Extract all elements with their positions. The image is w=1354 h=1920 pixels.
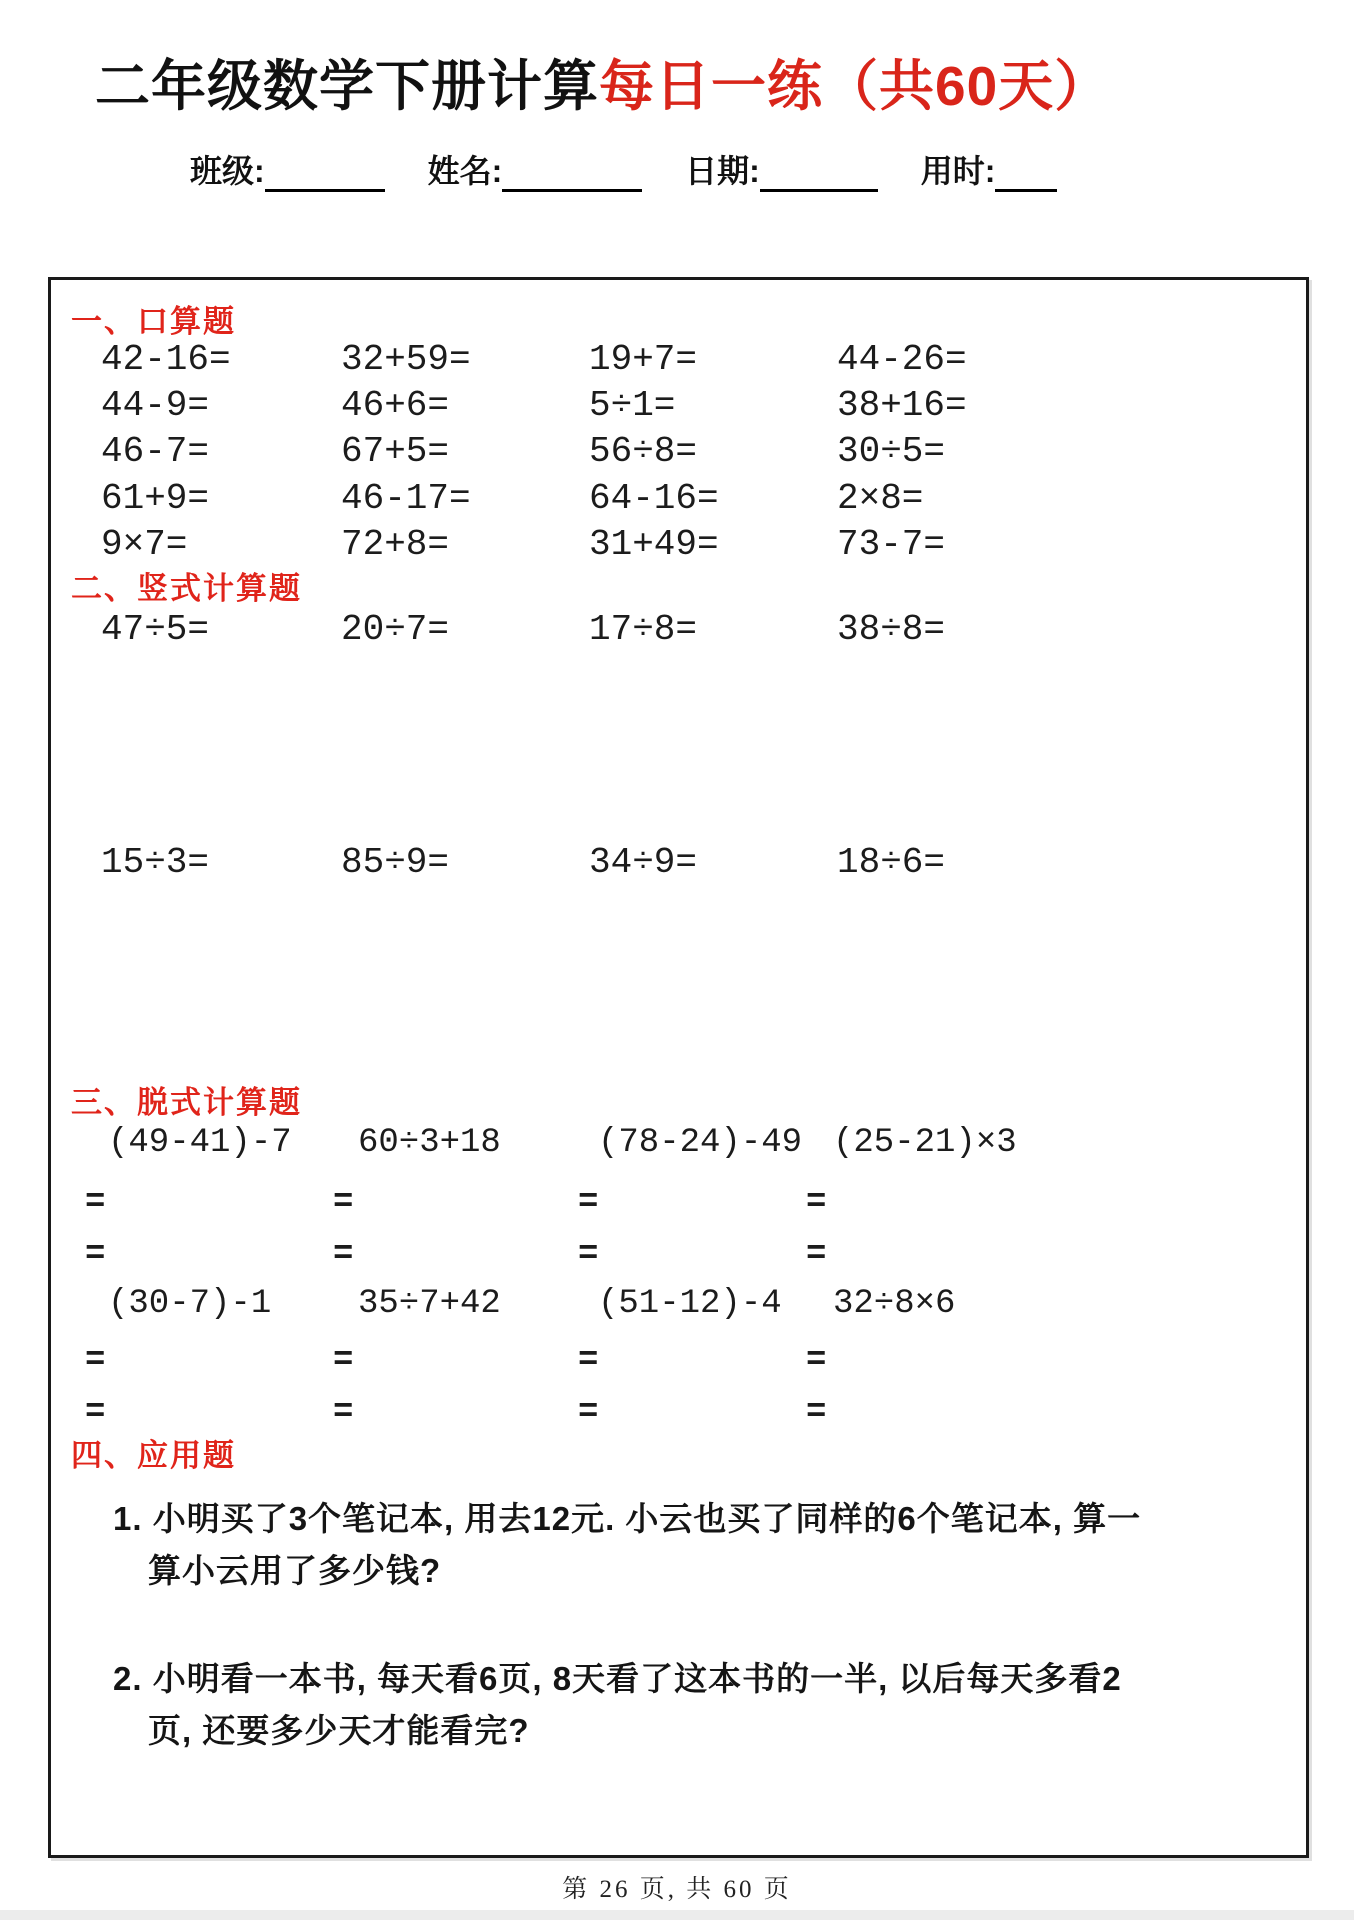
equals-row	[85, 1237, 826, 1274]
math-problem: 46+6=	[341, 385, 450, 426]
math-problem: (51-12)-4	[598, 1285, 782, 1323]
math-problem: 67+5=	[341, 431, 450, 472]
blank-line	[265, 154, 385, 192]
section-3-title: 三、脱式计算题	[71, 1085, 302, 1120]
math-problem: 44-9=	[101, 385, 210, 426]
math-problem: 17÷8=	[589, 609, 698, 650]
math-problem: 56÷8=	[589, 431, 698, 472]
step-calc-row	[108, 1286, 955, 1323]
math-problem: 38+16=	[837, 385, 967, 426]
equals-sign: =	[333, 1236, 354, 1274]
math-problem: 19+7=	[589, 339, 698, 380]
word-problem-2-line-2: 页, 还要多少天才能看完?	[148, 1712, 530, 1749]
word-problem-1-line-1: 1. 小明买了3个笔记本, 用去12元. 小云也买了同样的6个笔记本, 算一	[113, 1500, 1142, 1537]
field-date	[685, 146, 878, 192]
math-problem: (25-21)×3	[833, 1124, 1017, 1162]
math-problem: 32÷8×6	[833, 1285, 956, 1323]
math-problem: 47÷5=	[101, 609, 210, 650]
equals-sign: =	[85, 1394, 106, 1432]
page-title	[95, 42, 1110, 121]
section-1-title: 一、口算题	[71, 304, 236, 339]
oral-problem-row	[101, 340, 967, 380]
math-problem: 20÷7=	[341, 609, 450, 650]
math-problem: 72+8=	[341, 524, 450, 565]
equals-sign: =	[85, 1342, 106, 1380]
page-number-footer: 第 26 页, 共 60 页	[562, 1876, 792, 1903]
equals-row	[85, 1395, 826, 1432]
blank-line	[995, 154, 1057, 192]
page-title-red: 每日一练（共60天）	[599, 55, 1111, 117]
equals-sign: =	[85, 1184, 106, 1222]
field-time-label: 用时:	[920, 153, 996, 189]
equals-row	[85, 1343, 826, 1380]
oral-problem-row	[101, 479, 923, 519]
scan-edge-strip	[0, 1910, 1354, 1920]
math-problem: 38÷8=	[837, 609, 946, 650]
math-problem: 15÷3=	[101, 842, 210, 883]
equals-row	[85, 1185, 826, 1222]
math-problem: 60÷3+18	[358, 1124, 501, 1162]
math-problem: 5÷1=	[589, 385, 676, 426]
equals-sign: =	[333, 1184, 354, 1222]
math-problem: 34÷9=	[589, 842, 698, 883]
math-problem: 61+9=	[101, 478, 210, 519]
math-problem: 85÷9=	[341, 842, 450, 883]
math-problem: 30÷5=	[837, 431, 946, 472]
blank-line	[502, 154, 642, 192]
equals-sign: =	[578, 1236, 599, 1274]
math-problem: (78-24)-49	[598, 1124, 803, 1162]
math-problem: 31+49=	[589, 524, 719, 565]
math-problem: (30-7)-1	[108, 1285, 272, 1323]
math-problem: 42-16=	[101, 339, 231, 380]
math-problem: 35÷7+42	[358, 1285, 501, 1323]
field-name	[428, 146, 643, 192]
field-class	[190, 146, 385, 192]
equals-sign: =	[806, 1342, 827, 1380]
equals-sign: =	[333, 1342, 354, 1380]
math-problem: 32+59=	[341, 339, 471, 380]
word-problem-2-line-1: 2. 小明看一本书, 每天看6页, 8天看了这本书的一半, 以后每天多看2	[113, 1660, 1122, 1697]
equals-sign: =	[578, 1394, 599, 1432]
math-problem: 2×8=	[837, 478, 924, 519]
field-name-label: 姓名:	[427, 153, 503, 189]
section-4-title: 四、应用题	[71, 1438, 236, 1473]
section-2-title: 二、竖式计算题	[71, 571, 302, 606]
math-problem: (49-41)-7	[108, 1124, 292, 1162]
math-problem: 9×7=	[101, 524, 188, 565]
blank-line	[760, 154, 878, 192]
equals-sign: =	[85, 1236, 106, 1274]
math-problem: 73-7=	[837, 524, 946, 565]
math-problem: 44-26=	[837, 339, 967, 380]
oral-problem-row	[101, 432, 945, 472]
oral-problem-row	[101, 386, 967, 426]
math-problem: 64-16=	[589, 478, 719, 519]
step-calc-row	[108, 1125, 1017, 1162]
oral-problem-row	[101, 525, 945, 565]
equals-sign: =	[806, 1236, 827, 1274]
field-date-label: 日期:	[685, 153, 760, 189]
equals-sign: =	[578, 1342, 599, 1380]
field-time	[921, 146, 1058, 192]
worksheet-border-box	[48, 277, 1309, 1858]
student-info-row	[190, 146, 1057, 192]
equals-sign: =	[806, 1184, 827, 1222]
page-title-black: 二年级数学下册计算	[95, 55, 600, 117]
vertical-calc-row	[101, 843, 945, 883]
math-problem: 18÷6=	[837, 842, 946, 883]
equals-sign: =	[333, 1394, 354, 1432]
math-problem: 46-17=	[341, 478, 471, 519]
word-problem-1-line-2: 算小云用了多少钱?	[148, 1552, 442, 1589]
vertical-calc-row	[101, 610, 945, 650]
field-class-label: 班级:	[190, 153, 265, 189]
equals-sign: =	[578, 1184, 599, 1222]
equals-sign: =	[806, 1394, 827, 1432]
math-problem: 46-7=	[101, 431, 210, 472]
